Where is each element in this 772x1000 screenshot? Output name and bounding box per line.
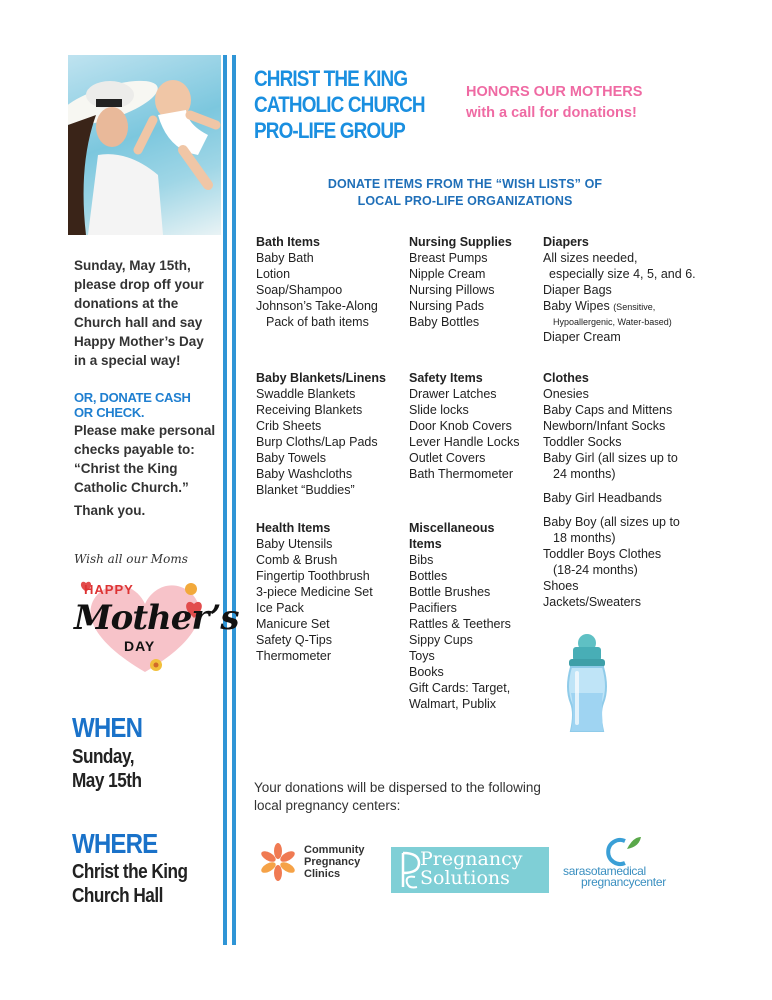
flower-icon — [258, 840, 304, 886]
where-text: Christ the King Church Hall — [72, 861, 188, 907]
miscellaneous-items-list: Miscellaneous Items Bibs Bottles Bottle Brushes Pacifiers Rattles & Teethers Sippy Cups Toys Books Gift Cards: Target, Walmart, Publix — [409, 521, 511, 711]
intro-text: Sunday, May 15th, please drop off your donations at the Church hall and say Happy Mother’s Day in a special way! — [74, 258, 204, 368]
ps-logo-text: Pregnancy Solutions — [420, 848, 523, 889]
nursing-supplies-list: Nursing Supplies Breast Pumps Nipple Cream Nursing Pillows Nursing Pads Baby Bottles — [409, 235, 512, 329]
health-items-list: Health Items Baby Utensils Comb & Brush Fingertip Toothbrush 3-piece Medicine Set Ice Pack Manicure Set Safety Q-Tips Thermometer — [256, 521, 373, 663]
mother-baby-illustration — [68, 55, 221, 235]
baby-blankets-list: Baby Blankets/Linens Swaddle Blankets Receiving Blankets Crib Sheets Burp Cloths/Lap Pads Baby Towels Baby Washcloths Blanket “Buddies” — [256, 371, 386, 497]
bath-items-list: Bath Items Baby Bath Lotion Soap/Shampoo Johnson’s Take-Along Pack of bath items — [256, 235, 378, 329]
clothes-list: Clothes Onesies Baby Caps and Mittens Newborn/Infant Socks Toddler Socks Baby Girl (all sizes up to 24 months) Baby Girl Headbands Baby Boy (all sizes up to 18 months) Toddler Boys Clothes (18-24 months) Shoes Jackets/Sweaters — [543, 371, 680, 609]
sarasota-medical-logo-icon — [603, 833, 643, 867]
dispersal-note: Your donations will be dispersed to the following local pregnancy centers: — [254, 780, 541, 813]
when-text: Sunday, May 15th — [72, 746, 142, 792]
cash-heading: OR, DONATE CASH OR CHECK. — [74, 390, 191, 420]
honors-mothers: HONORS OUR MOTHERS with a call for donations! — [466, 84, 643, 121]
check-instructions: Please make personal checks payable to: “Christ the King Catholic Church.” — [74, 423, 216, 495]
church-title: CHRIST THE KING CATHOLIC CHURCH PRO-LIFE GROUP — [254, 66, 425, 143]
baby-bottle-icon — [557, 633, 617, 738]
divider-bar — [232, 55, 236, 945]
safety-items-list: Safety Items Drawer Latches Slide locks Door Knob Covers Lever Handle Locks Outlet Covers Bath Thermometer — [409, 371, 520, 481]
happy-mothers-day-graphic: HAPPY Mother’s DAY — [70, 570, 220, 680]
thank-you: Thank you. — [74, 503, 146, 518]
donate-heading: DONATE ITEMS FROM THE “WISH LISTS” OF LOCAL PRO-LIFE ORGANIZATIONS — [327, 177, 603, 208]
when-heading: WHEN — [72, 712, 143, 743]
cpc-logo-text: Community Pregnancy Clinics — [304, 844, 365, 880]
diapers-list: Diapers All sizes needed, especially size 4, 5, and 6. Diaper Bags Baby Wipes (Sensitive, Hypoallergenic, Water-based) Diaper Cream — [543, 235, 696, 344]
divider-bar — [223, 55, 227, 945]
wish-moms: Wish all our Moms — [74, 552, 188, 566]
sarasota-medical-logo-text: sarasotamedical pregnancycenter — [563, 864, 666, 889]
where-heading: WHERE — [72, 828, 158, 859]
mother-baby-photo — [68, 55, 221, 235]
